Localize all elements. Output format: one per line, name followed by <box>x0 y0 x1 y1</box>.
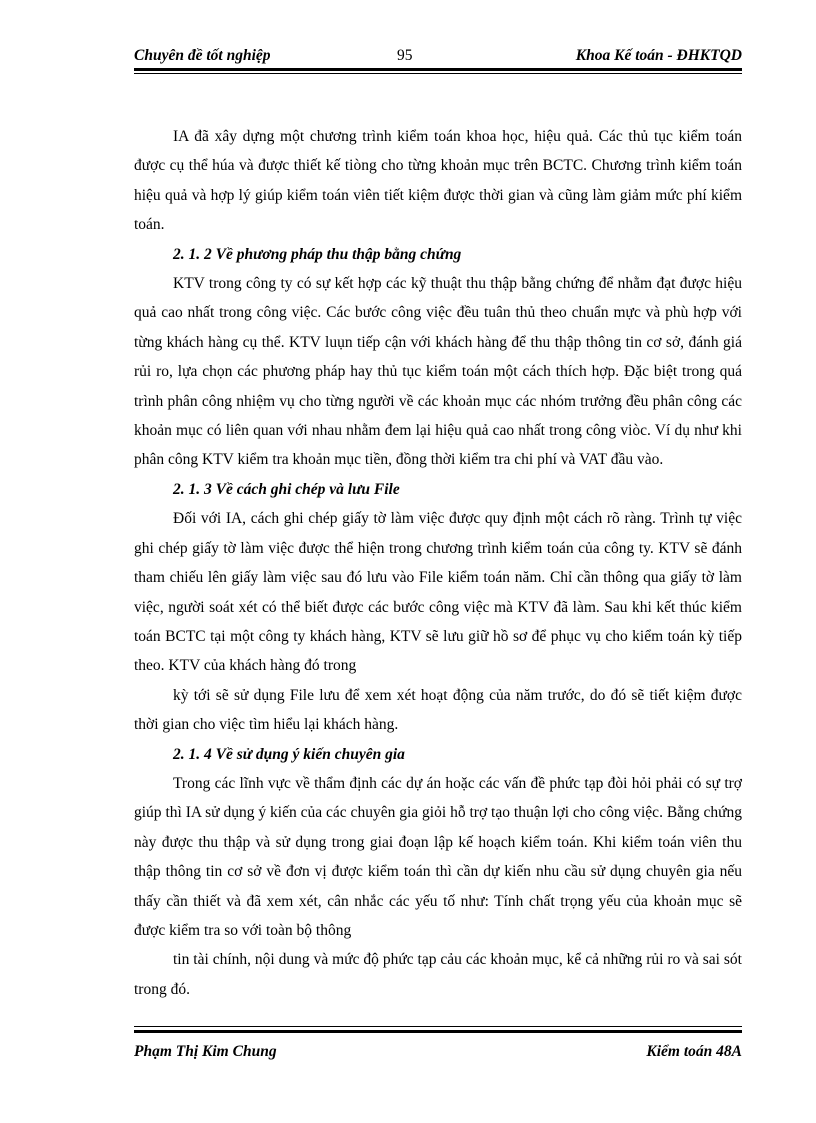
page-body <box>134 122 742 1004</box>
paragraph-records-continued: kỳ tới sẽ sử dụng File lưu để xem xét hoạt động của năm trước, do đó sẽ tiết kiệm được thời gian cho việc tìm hiểu lại khách hàng. <box>134 686 742 734</box>
footer-class: Kiểm toán 48A <box>646 1043 742 1060</box>
section-heading-records: 2. 1. 3 Về cách ghi chép và lưu File <box>173 480 400 498</box>
header-rule-thick <box>134 68 742 71</box>
section-heading-experts: 2. 1. 4 Về sử dụng ý kiến chuyên gia <box>173 745 405 763</box>
paragraph-records: Đối với IA, cách ghi chép giấy tờ làm việc được quy định một cách rõ ràng. Trình tự việc ghi chép giấy tờ làm việc được thể hiện trong chương trình kiểm toán của công ty. KTV sẽ đánh tham chiếu lên giấy làm việc sau đó lưu vào File kiểm toán năm. Chỉ cần thông qua giấy tờ làm việc, người soát xét có thể biết được các bước công việc mà KTV đã làm. Sau khi kết thúc kiểm toán BCTC tại một công ty khách hàng, KTV sẽ lưu giữ hồ sơ để phục vụ cho kiểm toán kỳ tiếp theo. KTV của khách hàng đó trong <box>134 510 742 675</box>
page-footer <box>134 1043 742 1065</box>
section-heading-evidence: 2. 1. 2 Về phương pháp thu thập bằng chứng <box>173 245 462 263</box>
paragraph-experts-continued: tin tài chính, nội dung và mức độ phức tạp cảu các khoản mục, kể cả những rủi ro và sai sót trong đó. <box>134 951 742 998</box>
paragraph-experts: Trong các lĩnh vực về thẩm định các dự án hoặc các vấn đề phức tạp đòi hỏi phải có sự trợ giúp thì IA sử dụng ý kiến của các chuyên gia giỏi hỗ trợ tạo thuận lợi cho công việc. Bằng chứng này được thu thập và sử dụng trong giai đoạn lập kế hoạch kiểm toán. Khi kiểm toán viên thu thập thông tin cơ sở về đơn vị được kiểm toán thì cần dự kiến nhu cầu sử dụng chuyên gia nếu thấy cần thiết và đã xem xét, cân nhắc các yếu tố như: Tính chất trọng yếu của khoản mục sẽ được kiểm tra so với toàn bộ thông <box>134 774 742 939</box>
footer-rule-thick <box>134 1030 742 1033</box>
header-document-title: Chuyên đề tốt nghiệp <box>134 47 271 64</box>
paragraph-evidence: KTV trong công ty có sự kết hợp các kỹ thuật thu thập bằng chứng để nhằm đạt được hiệu quả cao nhất trong công việc. Các bước công việc đều tuân thủ theo chuẩn mực và phù hợp với từng khách hàng cụ thể. KTV luụn tiếp cận với khách hàng để thu thập thông tin cơ sở, đánh giá rủi ro, lựa chọn các phương pháp hay thủ tục kiểm toán một cách thích hợp. Đặc biệt trong quá trình phân công nhiệm vụ cho từng người về các khoản mục các nhóm trưởng đều phân công các khoản mục có liên quan với nhau nhằm đem lại hiệu quả cao nhất trong công viòc. Ví dụ như khi phân công KTV kiểm tra khoản mục tiền, đồng thời kiểm tra chi phí và VAT đầu vào. <box>134 275 742 469</box>
header-department: Khoa Kế toán - ĐHKTQD <box>575 47 742 64</box>
page-header <box>134 47 742 69</box>
footer-author: Phạm Thị Kim Chung <box>134 1043 277 1060</box>
header-rule-thin <box>134 73 742 74</box>
footer-rule-thin <box>134 1026 742 1027</box>
page-number: 95 <box>397 47 413 64</box>
paragraph-audit-program: IA đã xây dựng một chương trình kiểm toán khoa học, hiệu quả. Các thủ tục kiểm toán được cụ thể húa và được thiết kế tiòng cho từng khoản mục trên BCTC. Chương trình kiểm toán hiệu quả và hợp lý giúp kiểm toán viên tiết kiệm được thời gian và cũng làm giảm mức phí kiểm toán. <box>134 128 742 234</box>
